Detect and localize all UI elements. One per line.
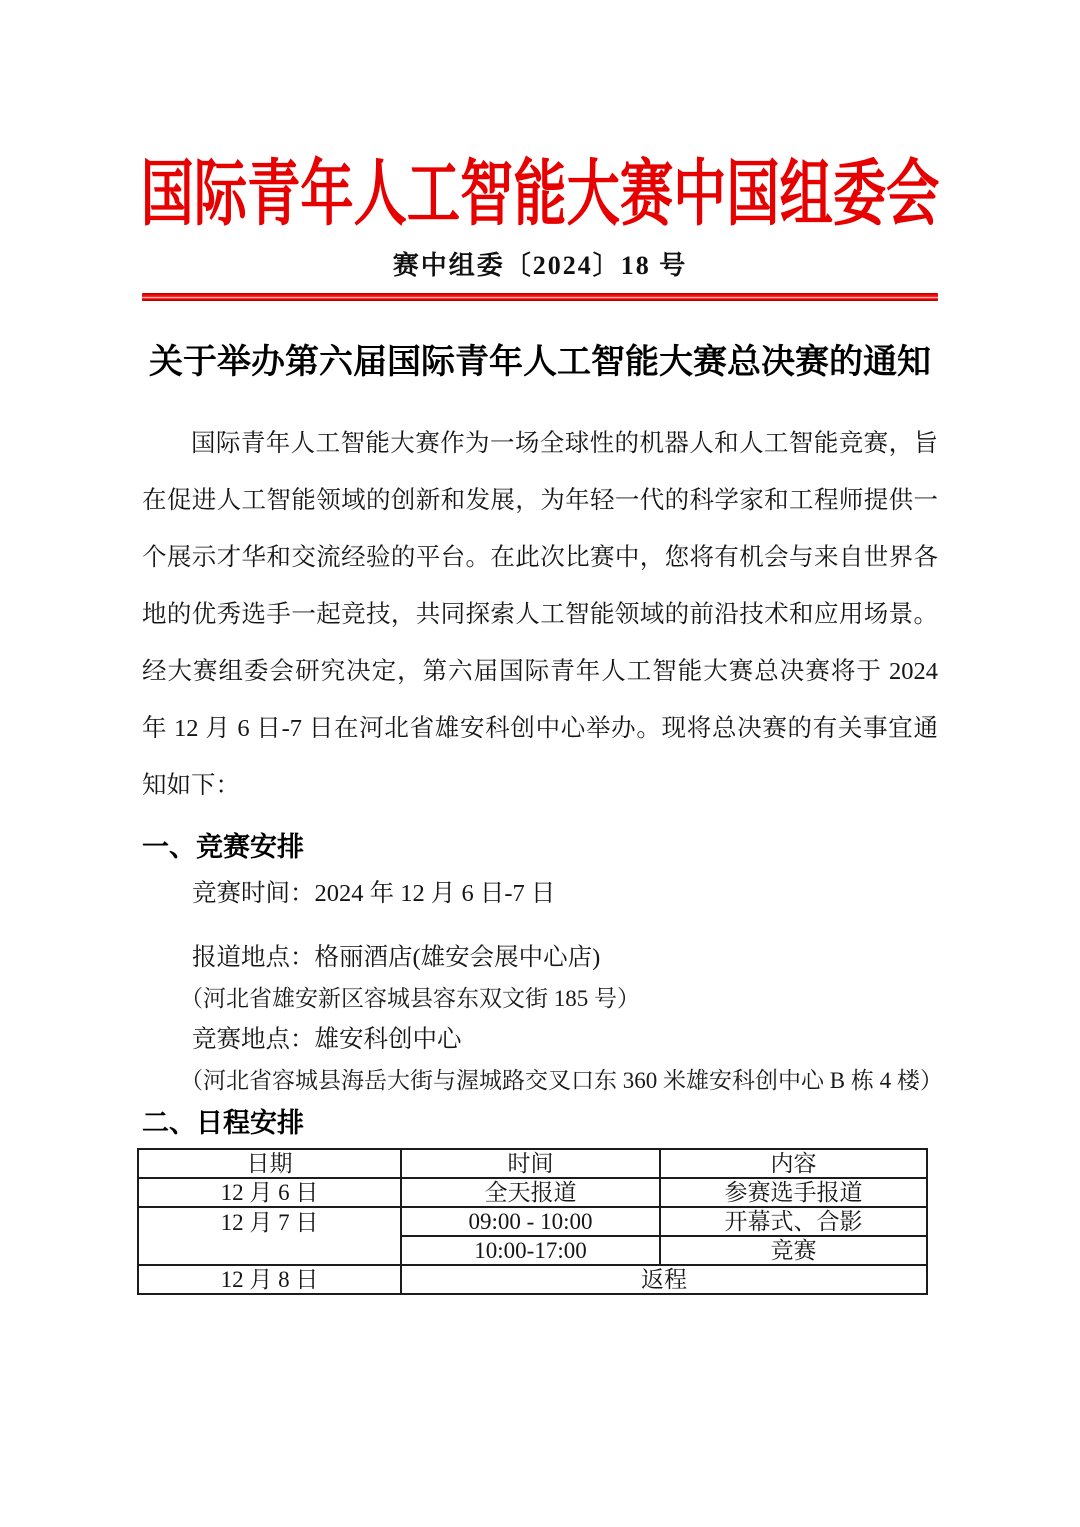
schedule-header-date: 日期	[138, 1149, 401, 1178]
schedule-cell-time: 10:00-17:00	[401, 1236, 660, 1265]
document-number: 赛中组委〔2024〕18 号	[392, 251, 688, 280]
schedule-header-content: 内容	[660, 1149, 927, 1178]
venue-address-line: （河北省容城县海岳大街与渥城路交叉口东 360 米雄安科创中心 B 栋 4 楼）	[180, 1068, 943, 1093]
section-heading-schedule: 二、日程安排	[142, 1108, 304, 1138]
schedule-cell-date: 12 月 8 日	[138, 1265, 401, 1294]
schedule-row-dec7-morning	[138, 1207, 927, 1236]
red-separator-line	[142, 293, 938, 301]
schedule-cell-date: 12 月 7 日	[138, 1207, 401, 1265]
schedule-row-dec6	[138, 1178, 927, 1207]
organization-title: 国际青年人工智能大赛中国组委会	[140, 155, 940, 235]
competition-time-line: 竞赛时间：2024 年 12 月 6 日-7 日	[192, 880, 556, 907]
schedule-cell-date: 12 月 6 日	[138, 1178, 401, 1207]
schedule-cell-content: 参赛选手报道	[660, 1178, 927, 1207]
schedule-cell-time: 全天报道	[401, 1178, 660, 1207]
schedule-table	[137, 1148, 928, 1295]
checkin-address-line: （河北省雄安新区容城县容东双文街 185 号）	[180, 986, 640, 1011]
schedule-cell-content: 竞赛	[660, 1236, 927, 1265]
schedule-header-time: 时间	[401, 1149, 660, 1178]
venue-location-line: 竞赛地点：雄安科创中心	[192, 1026, 462, 1053]
body-paragraph: 国际青年人工智能大赛作为一场全球性的机器人和人工智能竞赛，旨在促进人工智能领域的创新和发展，为年轻一代的科学家和工程师提供一个展示才华和交流经验的平台。在此次比赛中，您将有机会与来自世界各地的优秀选手一起竞技，共同探索人工智能领域的前沿技术和应用场景。经大赛组委会研究决定，第六届国际青年人工智能大赛总决赛将于 2024 年 12 月 6 日-7 日在河北省雄安科创中心举办。现将总决赛的有关事宜通知如下：	[142, 430, 938, 799]
schedule-cell-time: 09:00 - 10:00	[401, 1207, 660, 1236]
section-heading-competition-arrangement: 一、竞赛安排	[142, 832, 304, 862]
document-content	[140, 155, 943, 1295]
checkin-location-line: 报道地点：格丽酒店(雄安会展中心店)	[192, 944, 601, 971]
schedule-cell-content: 开幕式、合影	[660, 1207, 927, 1236]
schedule-cell-content: 返程	[401, 1265, 927, 1294]
schedule-row-dec8	[138, 1265, 927, 1294]
schedule-header-row	[138, 1149, 927, 1178]
letterhead	[142, 155, 938, 235]
notice-title: 关于举办第六届国际青年人工智能大赛总决赛的通知	[149, 344, 931, 381]
